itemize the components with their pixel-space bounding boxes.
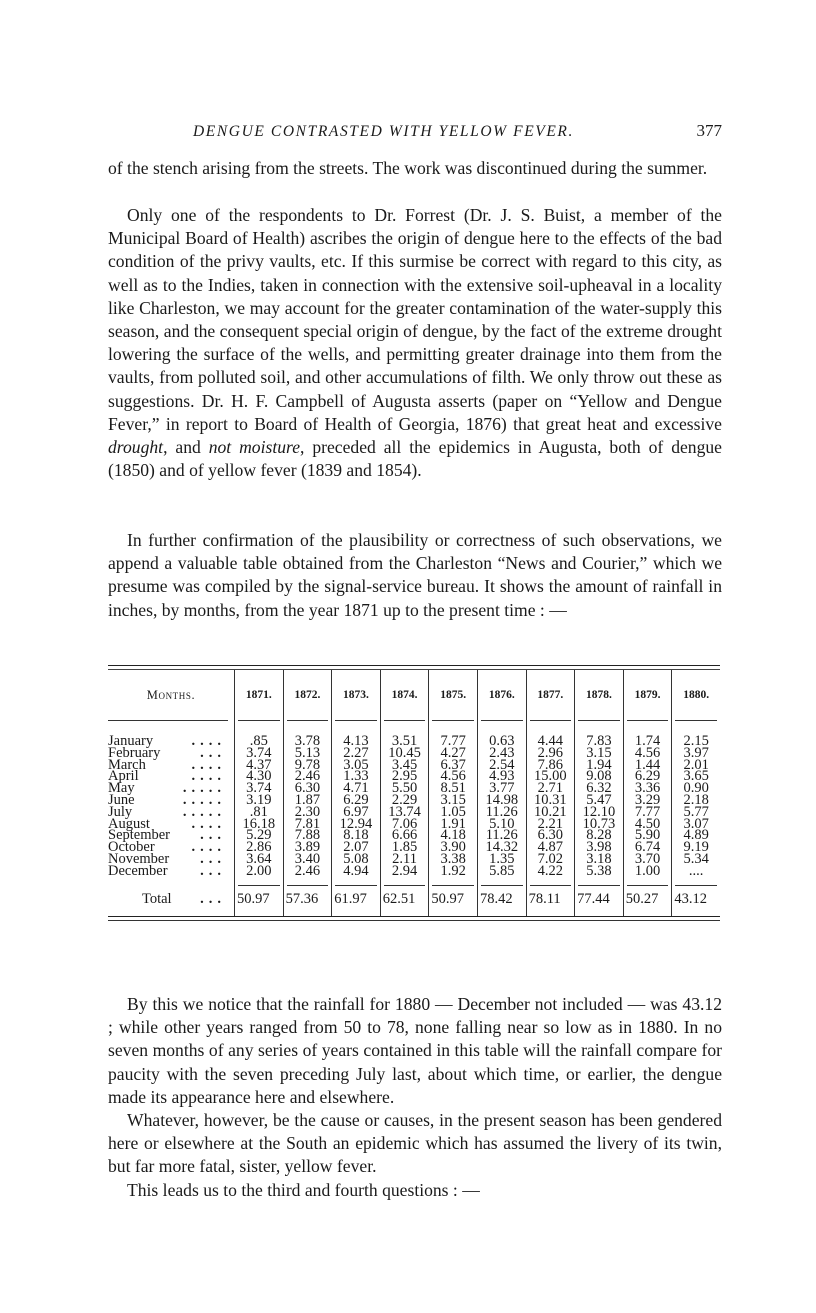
- header-year: 1875.: [428, 670, 477, 720]
- paragraph-6: This leads us to the third and fourth questions : —: [127, 1180, 480, 1200]
- total-cell: 50.97: [234, 886, 283, 916]
- rainfall-cell: 4.56: [634, 744, 661, 761]
- rainfall-cell: 3.29: [634, 791, 661, 808]
- rainfall-cell: 3.98: [586, 839, 612, 856]
- leader-dots: ...: [200, 890, 226, 907]
- rainfall-cell: 5.85: [489, 862, 515, 879]
- header-year: 1876.: [477, 670, 526, 720]
- table-body: [108, 733, 720, 879]
- header-year: 1877.: [526, 670, 575, 720]
- month-label-cell: [108, 862, 234, 879]
- rainfall-cell: 3.45: [391, 756, 418, 773]
- rainfall-cell: 16.18: [242, 815, 276, 832]
- rainfall-cell: 2.15: [683, 733, 709, 749]
- header-year: 1872.: [283, 670, 332, 720]
- month-label: November: [108, 850, 170, 867]
- rainfall-cell: 2.01: [683, 756, 709, 773]
- month-label: April: [108, 768, 139, 785]
- rainfall-cell: 5.29: [246, 827, 272, 844]
- header-year: 1871.: [234, 670, 283, 720]
- rainfall-cell: 8.28: [586, 827, 612, 844]
- rainfall-cell: 3.77: [489, 780, 515, 797]
- year-column: [234, 733, 283, 879]
- rainfall-cell: 6.30: [537, 827, 564, 844]
- rainfall-cell: 3.19: [246, 791, 272, 808]
- rainfall-cell: 1.74: [634, 733, 661, 749]
- rainfall-cell: 12.10: [582, 803, 616, 820]
- rainfall-cell: 2.43: [489, 744, 515, 761]
- rainfall-cell: 5.90: [634, 827, 661, 844]
- rainfall-cell: 1.94: [586, 756, 612, 773]
- leader-dots: ....: [191, 733, 226, 749]
- rainfall-cell: .81: [249, 803, 268, 820]
- rainfall-cell: 1.92: [440, 862, 466, 879]
- emphasis-drought: drought: [108, 437, 164, 458]
- table-header-row: [108, 670, 720, 720]
- rainfall-cell: 4.56: [440, 768, 466, 785]
- rainfall-cell: ....: [688, 862, 704, 879]
- year-column: [380, 733, 429, 879]
- rainfall-cell: 3.18: [586, 850, 612, 867]
- rainfall-cell: 3.74: [246, 744, 272, 761]
- total-separator: [108, 878, 720, 886]
- rainfall-cell: 9.19: [683, 839, 709, 856]
- rainfall-cell: 5.38: [586, 862, 612, 879]
- rainfall-cell: 2.21: [537, 815, 564, 832]
- rainfall-cell: 3.36: [634, 780, 661, 797]
- total-cell: 77.44: [574, 886, 623, 916]
- paragraph-2: [108, 204, 722, 482]
- rainfall-cell: 6.66: [391, 827, 418, 844]
- rainfall-cell: 6.29: [634, 768, 661, 785]
- total-cell: 62.51: [380, 886, 429, 916]
- rainfall-cell: 7.06: [391, 815, 418, 832]
- leader-dots: .....: [182, 803, 226, 820]
- year-column: [477, 733, 526, 879]
- rainfall-cell: 9.08: [586, 768, 612, 785]
- months-column: [108, 733, 234, 879]
- rainfall-cell: 2.27: [343, 744, 369, 761]
- month-label: December: [108, 862, 168, 879]
- rainfall-cell: 1.33: [343, 768, 369, 785]
- rainfall-cell: 2.95: [391, 768, 418, 785]
- rainfall-cell: 2.46: [294, 862, 321, 879]
- paragraph-1: of the stench arising from the streets. The work was discontinued during the summer.: [108, 158, 708, 178]
- rainfall-cell: 9.78: [294, 756, 321, 773]
- rainfall-cell: 2.54: [489, 756, 515, 773]
- rainfall-cell: 5.50: [391, 780, 418, 797]
- rainfall-cell: 2.29: [391, 791, 418, 808]
- paragraph-2-end: , preceded all the epidemics in Augusta, both of dengue (1850) and of yellow fever (1839 and 1854).: [108, 437, 722, 481]
- running-head: [108, 123, 722, 143]
- rainfall-cell: 1.00: [634, 862, 661, 879]
- rainfall-cell: 5.34: [683, 850, 709, 867]
- rainfall-cell: 8.18: [343, 827, 369, 844]
- rainfall-cell: 12.94: [339, 815, 373, 832]
- total-cell: 50.27: [623, 886, 672, 916]
- rainfall-cell: 4.89: [683, 827, 709, 844]
- rainfall-cell: 3.90: [440, 839, 466, 856]
- rainfall-cell: 10.45: [388, 744, 421, 761]
- rainfall-cell: .85: [249, 733, 268, 749]
- rainfall-cell: 1.05: [440, 803, 466, 820]
- rainfall-cell: 4.94: [343, 862, 369, 879]
- rainfall-cell: 0.90: [683, 780, 709, 797]
- rainfall-cell: 5.47: [586, 791, 612, 808]
- year-column: [623, 733, 672, 879]
- rainfall-cell: 3.38: [440, 850, 466, 867]
- rainfall-cell: 2.11: [392, 850, 417, 867]
- page-number: 377: [696, 121, 722, 140]
- paragraph-5: Whatever, however, be the cause or causes, in the present season has been gendered here or elsewhere at the South an epidemic which has assumed the livery of its twin, but far more fatal, sister, yellow fever.: [108, 1110, 722, 1177]
- header-year: 1873.: [331, 670, 380, 720]
- rainfall-cell: 0.63: [489, 733, 515, 749]
- rainfall-cell: 14.32: [485, 839, 519, 856]
- total-label: Total: [142, 890, 172, 907]
- rainfall-cell: 5.08: [343, 850, 369, 867]
- leader-dots: .....: [182, 791, 226, 808]
- total-cell: 78.11: [526, 886, 575, 916]
- year-column: [283, 733, 332, 879]
- month-label: March: [108, 756, 146, 773]
- rainfall-cell: 10.31: [534, 791, 567, 808]
- month-label: August: [108, 815, 150, 832]
- year-column: [331, 733, 380, 879]
- rainfall-cell: 2.71: [537, 780, 564, 797]
- header-year: 1879.: [623, 670, 672, 720]
- rainfall-cell: 3.07: [683, 815, 709, 832]
- table-bottom-rule: [108, 916, 720, 921]
- paragraph-4: By this we notice that the rainfall for 1880 — December not included — was 43.12 ; while other years ranged from 50 to 78, none falling near so low as in 1880. In no seven months of any series of years contained in this table will the rainfall compare for paucity with the seven preceding July last, about which time, or earlier, the dengue made its appearance here and elsewhere.: [108, 994, 722, 1107]
- rainfall-cell: 4.13: [343, 733, 369, 749]
- rainfall-cell: 11.26: [485, 803, 518, 820]
- header-year: 1878.: [574, 670, 623, 720]
- month-label: June: [108, 791, 135, 808]
- header-months: Months.: [146, 687, 196, 702]
- rainfall-cell: 4.93: [489, 768, 515, 785]
- rainfall-cell: 1.44: [634, 756, 661, 773]
- leader-dots: ...: [200, 862, 226, 879]
- rainfall-cell: 1.91: [440, 815, 466, 832]
- rainfall-cell: 4.30: [246, 768, 272, 785]
- rainfall-cell: 4.50: [634, 815, 661, 832]
- paragraph-2-mid: , and: [163, 437, 209, 458]
- rainfall-cell: 4.87: [537, 839, 564, 856]
- rainfall-cell: 3.89: [294, 839, 321, 856]
- rainfall-cell: 2.94: [391, 862, 418, 879]
- rainfall-cell: 11.26: [485, 827, 518, 844]
- rainfall-table: [108, 665, 720, 921]
- rainfall-cell: 4.18: [440, 827, 466, 844]
- rainfall-cell: 10.21: [534, 803, 567, 820]
- rainfall-cell: 4.37: [246, 756, 272, 773]
- month-label: February: [108, 744, 161, 761]
- rainfall-cell: 3.64: [246, 850, 272, 867]
- rainfall-cell: 7.83: [586, 733, 612, 749]
- rainfall-cell: 6.30: [294, 780, 321, 797]
- total-cell: 43.12: [671, 886, 720, 916]
- total-cell: 57.36: [283, 886, 332, 916]
- header-year: 1880.: [671, 670, 720, 720]
- rainfall-cell: 7.81: [294, 815, 321, 832]
- month-label: January: [108, 733, 154, 749]
- rainfall-cell: 6.32: [586, 780, 612, 797]
- month-label: September: [108, 827, 171, 844]
- running-title: DENGUE CONTRASTED WITH YELLOW FEVER.: [193, 123, 574, 140]
- rainfall-cell: 5.13: [294, 744, 321, 761]
- rainfall-cell: 3.15: [586, 744, 612, 761]
- rainfall-cell: 3.70: [634, 850, 661, 867]
- total-cell: 78.42: [477, 886, 526, 916]
- rainfall-cell: 4.27: [440, 744, 466, 761]
- total-cell: 61.97: [331, 886, 380, 916]
- total-cell: 50.97: [428, 886, 477, 916]
- rainfall-cell: 7.02: [537, 850, 564, 867]
- leader-dots: ...: [200, 850, 226, 867]
- year-column: [428, 733, 477, 879]
- header-year: 1874.: [380, 670, 429, 720]
- leader-dots: ....: [191, 768, 226, 785]
- rainfall-cell: 14.98: [485, 791, 519, 808]
- rainfall-cell: 10.73: [582, 815, 616, 832]
- rainfall-cell: 1.35: [489, 850, 515, 867]
- rainfall-cell: 15.00: [534, 768, 567, 785]
- month-label: October: [108, 839, 155, 856]
- rainfall-cell: 3.40: [294, 850, 321, 867]
- month-label: July: [108, 803, 133, 820]
- rainfall-cell: 2.07: [343, 839, 369, 856]
- rainfall-cell: 7.77: [440, 733, 466, 749]
- paragraph-2-text: Only one of the respondents to Dr. Forrest (Dr. J. S. Buist, a member of the Municipal Board of Health) ascribes the origin of dengue here to the effects of the bad condition of the privy vaults, etc. If this surmise be correct with regard to this city, as well as to the Indies, taken in connection with the extensive soil-upheaval in a locality like Charleston, we may account for the greater contamination of the water-supply this season, and the consequent special origin of dengue, by the fact of the extreme drought lowering the surface of the wells, and permitting greater drainage into them from the vaults, from polluted soil, and other accumulations of filth. We only throw out these as suggestions. Dr. H. F. Campbell of Augusta asserts (paper on “Yellow and Dengue Fever,” in report to Board of Health of Georgia, 1876) that great heat and excessive: [108, 205, 722, 434]
- year-column: [526, 733, 575, 879]
- rainfall-cell: 13.74: [388, 803, 421, 820]
- rainfall-cell: 3.15: [440, 791, 466, 808]
- leader-dots: ...: [200, 827, 226, 844]
- rainfall-cell: 7.88: [294, 827, 321, 844]
- rainfall-cell: 3.97: [683, 744, 709, 761]
- rainfall-cell: 2.00: [246, 862, 272, 879]
- rainfall-cell: 3.74: [246, 780, 272, 797]
- rainfall-cell: 2.30: [294, 803, 321, 820]
- emphasis-not-moisture: not moisture: [208, 437, 301, 458]
- leader-dots: ....: [191, 815, 226, 832]
- rainfall-cell: 6.74: [634, 839, 661, 856]
- year-column: [574, 733, 623, 879]
- leader-dots: .....: [182, 780, 226, 797]
- total-row: [108, 886, 720, 916]
- leader-dots: ....: [191, 756, 226, 773]
- leader-dots: ...: [200, 744, 226, 761]
- rainfall-cell: 2.86: [246, 839, 272, 856]
- year-column: [671, 733, 720, 879]
- rainfall-cell: 3.05: [343, 756, 369, 773]
- total-label-cell: [108, 886, 234, 916]
- rainfall-cell: 2.96: [537, 744, 564, 761]
- paragraph-3: In further confirmation of the plausibility or correctness of such observations, we append a valuable table obtained from the Charleston “News and Courier,” which we presume was compiled by the signal-service bureau. It shows the amount of rainfall in inches, by months, from the year 1871 up to the present time : —: [108, 530, 722, 620]
- rainfall-cell: 4.44: [537, 733, 564, 749]
- rainfall-cell: 7.77: [634, 803, 661, 820]
- rainfall-cell: 6.97: [343, 803, 369, 820]
- rainfall-cell: 1.85: [391, 839, 418, 856]
- leader-dots: ....: [191, 839, 226, 856]
- rainfall-cell: 3.78: [294, 733, 321, 749]
- rainfall-cell: 4.22: [537, 862, 564, 879]
- rainfall-cell: 4.71: [343, 780, 369, 797]
- rainfall-cell: 2.18: [683, 791, 709, 808]
- rainfall-cell: 5.77: [683, 803, 709, 820]
- rainfall-cell: 2.46: [294, 768, 321, 785]
- rainfall-cell: 8.51: [440, 780, 466, 797]
- rainfall-cell: 6.37: [440, 756, 466, 773]
- rainfall-cell: 3.65: [683, 768, 709, 785]
- rainfall-cell: 5.10: [489, 815, 515, 832]
- month-label: May: [108, 780, 135, 797]
- header-rule: [108, 720, 720, 736]
- rainfall-cell: 6.29: [343, 791, 369, 808]
- rainfall-cell: 7.86: [537, 756, 564, 773]
- rainfall-cell: 3.51: [391, 733, 418, 749]
- rainfall-cell: 1.87: [294, 791, 321, 808]
